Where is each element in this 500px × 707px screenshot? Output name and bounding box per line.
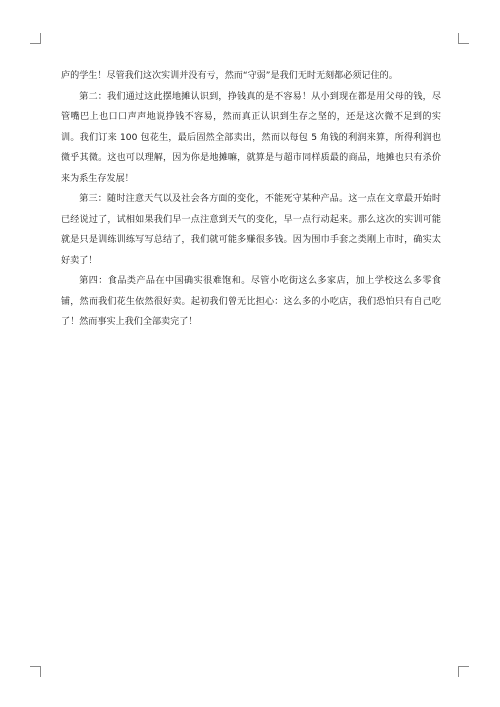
paragraph-second-point: 第二：我们通过这此摆地摊认识到，挣钱真的是不容易！从小到现在都是用父母的钱，尽管嘴巴上也口口声声地说挣钱不容易，然而真正认识到生存之坚的，还是这次微不足到的实训。我们订来 100 包花生，最后固然全部卖出，然而以每包 5 角钱的利润来算，所得利润也微乎其微。这也可以理解，因为你是地摊嘛，就算是与超市同样质最的商品，地摊也只有杀价来为系生存发展！ xyxy=(61,91,441,184)
crop-mark-bottom-right xyxy=(458,666,469,677)
crop-mark-top-left xyxy=(30,33,41,44)
paragraph-fourth-point: 第四：食品类产品在中国确实很难饱和。尽管小吃街这么多家店，加上学校这么多零食铺，然而我们花生依然很好卖。起初我们曾无比担心：这么多的小吃店，我们恐怕只有自己吃了！然而事实上我们全部卖完了！ xyxy=(61,276,441,327)
crop-mark-bottom-left xyxy=(30,666,41,677)
paragraph-third-point: 第三：随时注意天气以及社会各方面的变化，不能死守某种产品。这一点在文章最开始时已经说过了，试相如果我们早一点注意到天气的变化，早一点行动起来。那么这次的实训可能就是只是训练训练写写总结了，我们就可能多赚很多钱。因为围巾手套之类刚上市时，确实太好卖了！ xyxy=(61,194,441,266)
document-body xyxy=(61,66,441,333)
crop-mark-top-right xyxy=(458,33,469,44)
paragraph-continuation: 庐的学生！尽管我们这次实训并没有亏，然而“守弱”是我们无时无刻都必须记住的。 xyxy=(61,71,398,81)
